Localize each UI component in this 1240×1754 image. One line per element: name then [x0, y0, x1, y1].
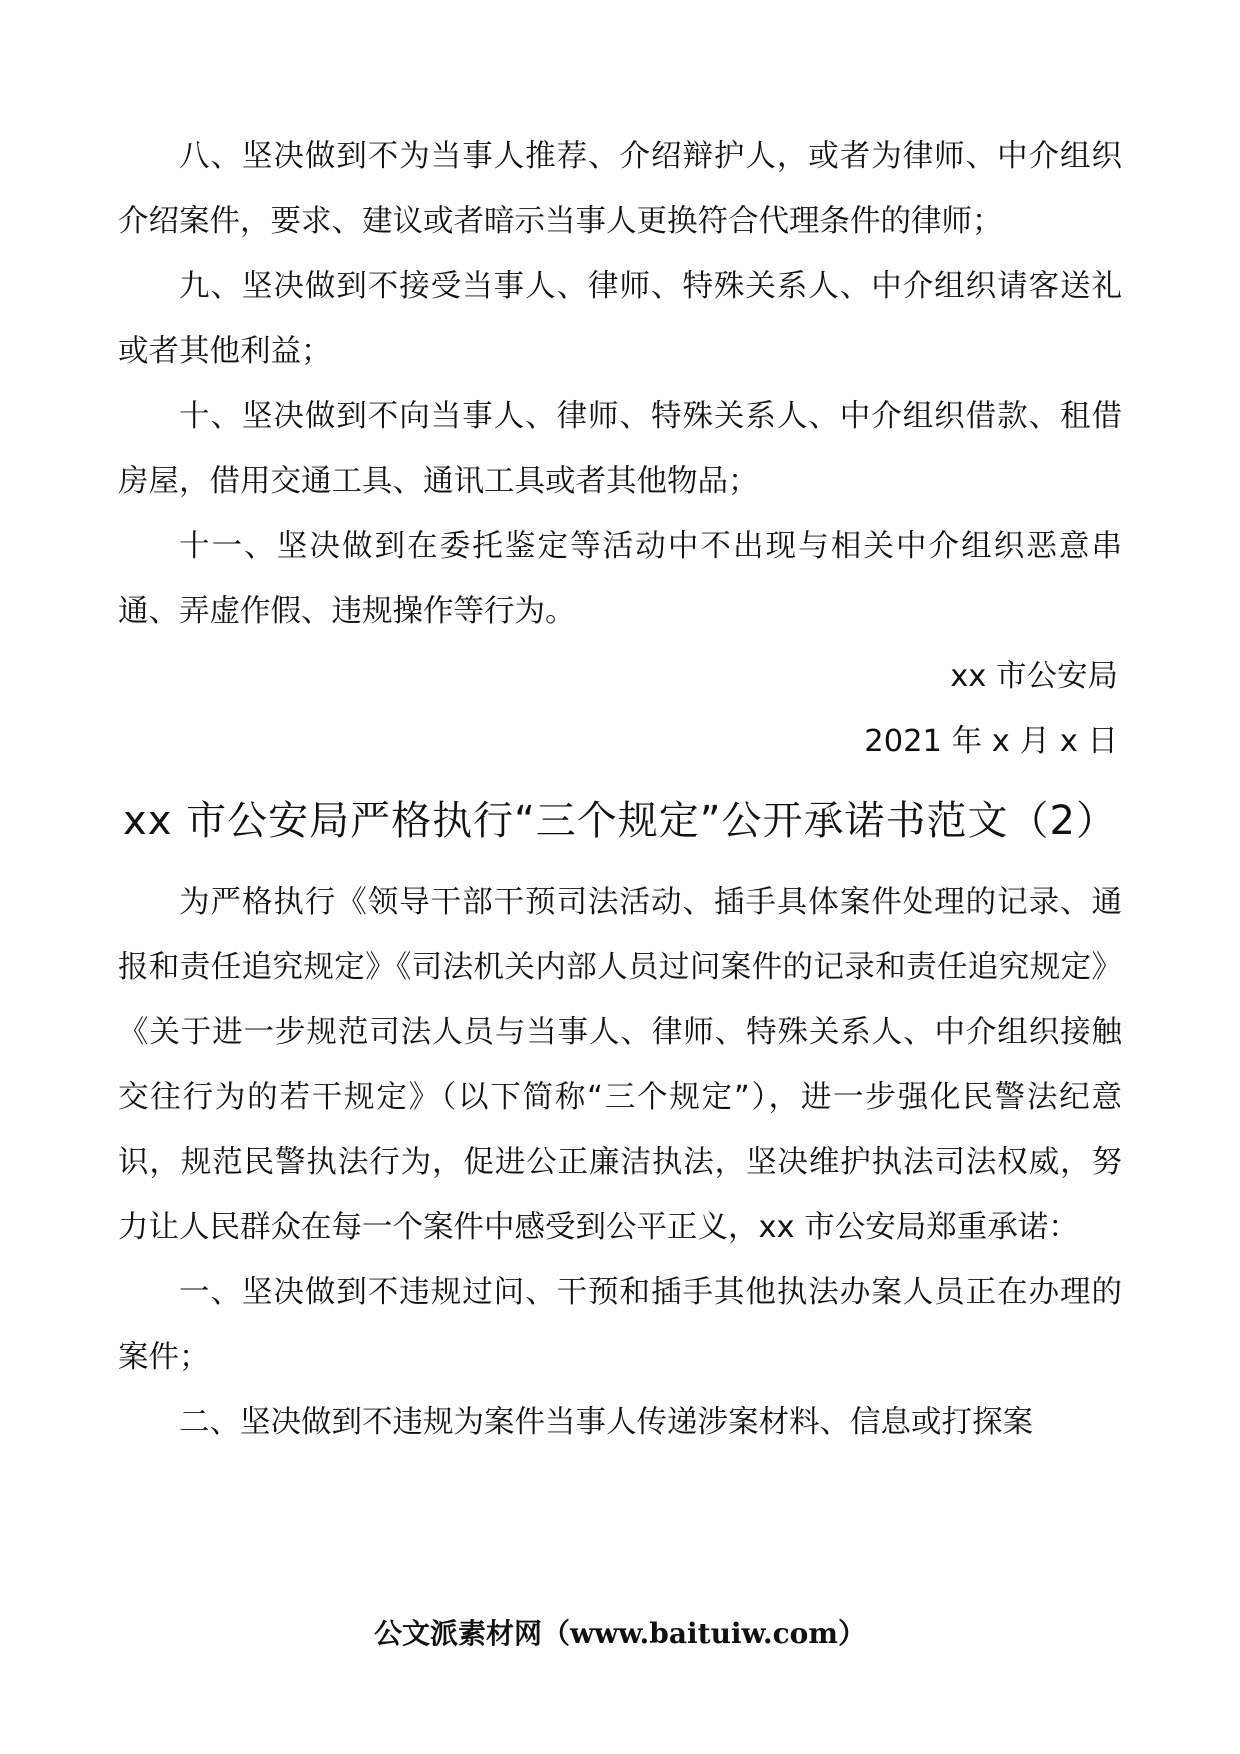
paragraph-item-2: 二、坚决做到不违规为案件当事人传递涉案材料、信息或打探案: [179, 1405, 1033, 1440]
document-body: [118, 124, 1122, 1455]
paragraph-item-10: 十、坚决做到不向当事人、律师、特殊关系人、中介组织借款、租借房屋，借用交通工具、通讯工具或者其他物品；: [118, 399, 1122, 499]
document-title: xx 市公安局严格执行“三个规定”公开承诺书范文（2）: [123, 798, 1117, 844]
paragraph-item-9: 九、坚决做到不接受当事人、律师、特殊关系人、中介组织请客送礼或者其他利益；: [118, 269, 1122, 369]
paragraph-item-1: 一、坚决做到不违规过问、干预和插手其他执法办案人员正在办理的案件；: [118, 1275, 1122, 1375]
paragraph-item-11: 十一、坚决做到在委托鉴定等活动中不出现与相关中介组织恶意串通、弄虚作假、违规操作等行为。: [118, 529, 1122, 629]
paragraph-item-8: 八、坚决做到不为当事人推荐、介绍辩护人，或者为律师、中介组织介绍案件，要求、建议或者暗示当事人更换符合代理条件的律师；: [118, 139, 1122, 239]
date: 2021 年 x 月 x 日: [864, 724, 1118, 759]
footer-watermark: 公文派素材网（www.baituiw.com）: [374, 1617, 866, 1650]
intro-paragraph: 为严格执行《领导干部干预司法活动、插手具体案件处理的记录、通报和责任追究规定》《司法机关内部人员过问案件的记录和责任追究规定》《关于进一步规范司法人员与当事人、律师、特殊关系人、中介组织接触交往行为的若干规定》（以下简称“三个规定”），进一步强化民警法纪意识，规范民警执法行为，促进公正廉洁执法，坚决维护执法司法权威，努力让人民群众在每一个案件中感受到公平正义，xx 市公安局郑重承诺：: [118, 885, 1122, 1245]
signature: xx 市公安局: [950, 659, 1118, 694]
